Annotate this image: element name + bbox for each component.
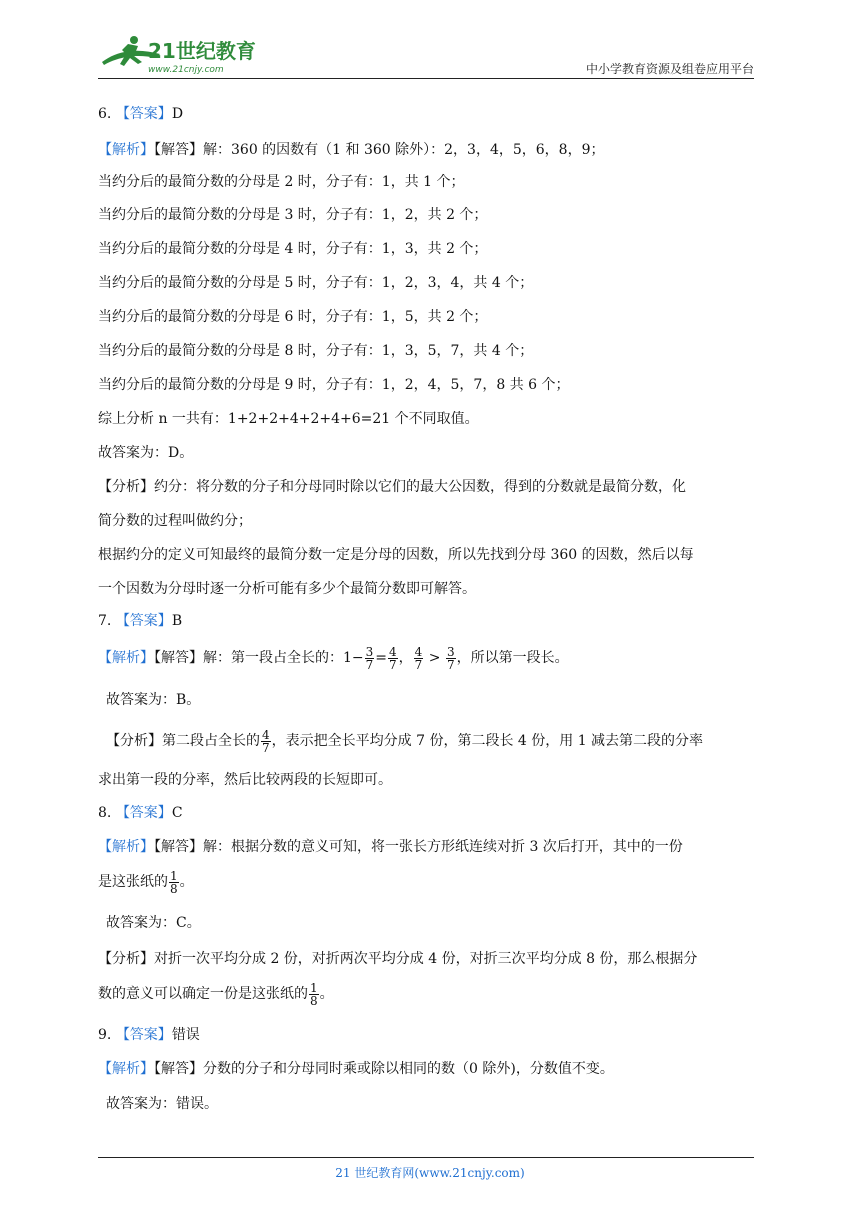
q6-review-text: 约分：将分数的分子和分母同时除以它们的最大公因数，得到的分数就是最简分数，化 <box>154 479 686 495</box>
fraction: $\frac{1}{8}$ <box>170 868 178 896</box>
q7-answer-line <box>98 611 182 631</box>
review-label: 【分析】 <box>98 951 154 967</box>
q8-answer-line <box>98 803 183 823</box>
q6-review-line: 根据约分的定义可知最终的最简分数一定是分母的因数，所以先找到分母 360 的因数，然后以每 <box>98 547 694 563</box>
review-label: 【分析】 <box>106 733 162 749</box>
q6-review-line <box>98 477 686 497</box>
fraction: $\frac{4}{7}$ <box>389 644 397 672</box>
fraction: $\frac{3}{7}$ <box>446 644 455 672</box>
analysis-label: 【解析】 <box>98 839 154 855</box>
answer-label: 【答案】 <box>115 1027 172 1043</box>
q6-solve-text: 解：360 的因数有（1 和 360 除外）：2，3，4，5，6，8，9； <box>203 142 605 158</box>
q6-line: 当约分后的最简分数的分母是 8 时，分子有：1，3，5，7，共 4 个； <box>98 343 534 359</box>
solve-label: 【解答】 <box>154 839 203 855</box>
answer-label: 【答案】 <box>115 106 172 122</box>
q6-answer: D <box>171 106 184 122</box>
q6-number: 6. <box>98 106 112 122</box>
review-label: 【分析】 <box>98 479 154 495</box>
answer-label: 【答案】 <box>115 613 172 629</box>
q8-answer: C <box>171 805 183 821</box>
q8-final: 故答案为：C。 <box>106 915 201 931</box>
q6-line: 当约分后的最简分数的分母是 4 时，分子有：1，3，共 2 个； <box>98 241 488 257</box>
q6-line: 当约分后的最简分数的分母是 5 时，分子有：1，2，3，4，共 4 个； <box>98 275 534 291</box>
analysis-label: 【解析】 <box>98 142 154 158</box>
svg-text:www.21cnjy.com: www.21cnjy.com <box>148 65 224 75</box>
analysis-label: 【解析】 <box>98 1061 154 1077</box>
q7-number: 7. <box>98 613 112 629</box>
site-logo <box>98 32 268 76</box>
q6-line: 当约分后的最简分数的分母是 6 时，分子有：1，5，共 2 个； <box>98 309 488 325</box>
q7-solve-text: 解：第一段占全长的：1 <box>203 650 352 666</box>
q8-review-line: 数的意义可以确定一份是这张纸的 $\frac{1}{8}$ 。 <box>98 980 334 1008</box>
greater-than-sign: > <box>428 650 441 666</box>
minus-sign: − <box>351 650 364 666</box>
q9-answer: 错误 <box>171 1027 200 1043</box>
footer-link[interactable]: 21 世纪教育网(www.21cnjy.com) <box>335 1166 525 1180</box>
fraction: $\frac{4}{7}$ <box>262 727 270 755</box>
svg-text:21世纪教育: 21世纪教育 <box>148 39 256 63</box>
q6-line: 当约分后的最简分数的分母是 3 时，分子有：1，2，共 2 个； <box>98 207 488 223</box>
q8-solve-line <box>98 837 683 857</box>
q6-review-line: 一个因数为分母时逐一分析可能有多少个最简分数即可解答。 <box>98 581 476 597</box>
answer-label: 【答案】 <box>115 805 172 821</box>
q8-solve-text: 解：根据分数的意义可知，将一张长方形纸连续对折 3 次后打开，其中的一份 <box>203 839 683 855</box>
q7-review-line: 【分析】第二段占全长的 $\frac{4}{7}$ ，表示把全长平均分成 7 份，第二段长 4 份，用 1 减去第二段的分率 <box>106 727 704 755</box>
q7-review-line: 求出第一段的分率，然后比较两段的长短即可。 <box>98 772 392 788</box>
q6-review-line: 简分数的过程叫做约分； <box>98 513 252 529</box>
q9-final: 故答案为：错误。 <box>106 1096 218 1112</box>
q7-final: 故答案为：B。 <box>106 692 201 708</box>
solve-label: 【解答】 <box>154 1061 203 1077</box>
page-header <box>98 30 754 79</box>
q9-solve-line <box>98 1059 614 1079</box>
q8-solve-line: 是这张纸的 $\frac{1}{8}$ 。 <box>98 868 194 896</box>
footer-divider <box>98 1157 754 1158</box>
q7-answer: B <box>171 613 183 629</box>
q7-solve-line: 【解析】【解答】解：第一段占全长的：1− $\frac{3}{7}$ = $\frac{4}{7}$ ， $\frac{4}{7}$ > $\frac{3}{7}$ ，所以第一段长。 <box>98 644 569 672</box>
q9-solve-text: 分数的分子和分母同时乘或除以相同的数（0 除外)，分数值不变。 <box>203 1061 614 1077</box>
equals-sign: = <box>375 650 388 666</box>
fraction: $\frac{4}{7}$ <box>414 644 423 672</box>
analysis-label: 【解析】 <box>98 650 154 666</box>
q6-line: 综上分析 n 一共有：1+2+2+4+2+4+6=21 个不同取值。 <box>98 411 479 427</box>
solve-label: 【解答】 <box>154 650 203 666</box>
q6-answer-line <box>98 104 183 124</box>
q8-review-line: 【分析】对折一次平均分成 2 份，对折两次平均分成 4 份，对折三次平均分成 8 份，那么根据分 <box>98 951 698 967</box>
q9-number: 9. <box>98 1027 112 1043</box>
platform-name: 中小学教育资源及组卷应用平台 <box>585 62 754 76</box>
q6-line: 当约分后的最简分数的分母是 2 时，分子有：1，共 1 个； <box>98 174 465 190</box>
q6-line: 当约分后的最简分数的分母是 9 时，分子有：1，2，4，5，7，8 共 6 个； <box>98 377 570 393</box>
q9-answer-line <box>98 1025 200 1045</box>
q6-final: 故答案为：D。 <box>98 445 194 461</box>
q6-solve-line <box>98 140 605 160</box>
q8-number: 8. <box>98 805 112 821</box>
solve-label: 【解答】 <box>154 142 203 158</box>
fraction: $\frac{1}{8}$ <box>310 980 318 1008</box>
fraction: $\frac{3}{7}$ <box>365 644 374 672</box>
runner-icon <box>98 32 268 76</box>
